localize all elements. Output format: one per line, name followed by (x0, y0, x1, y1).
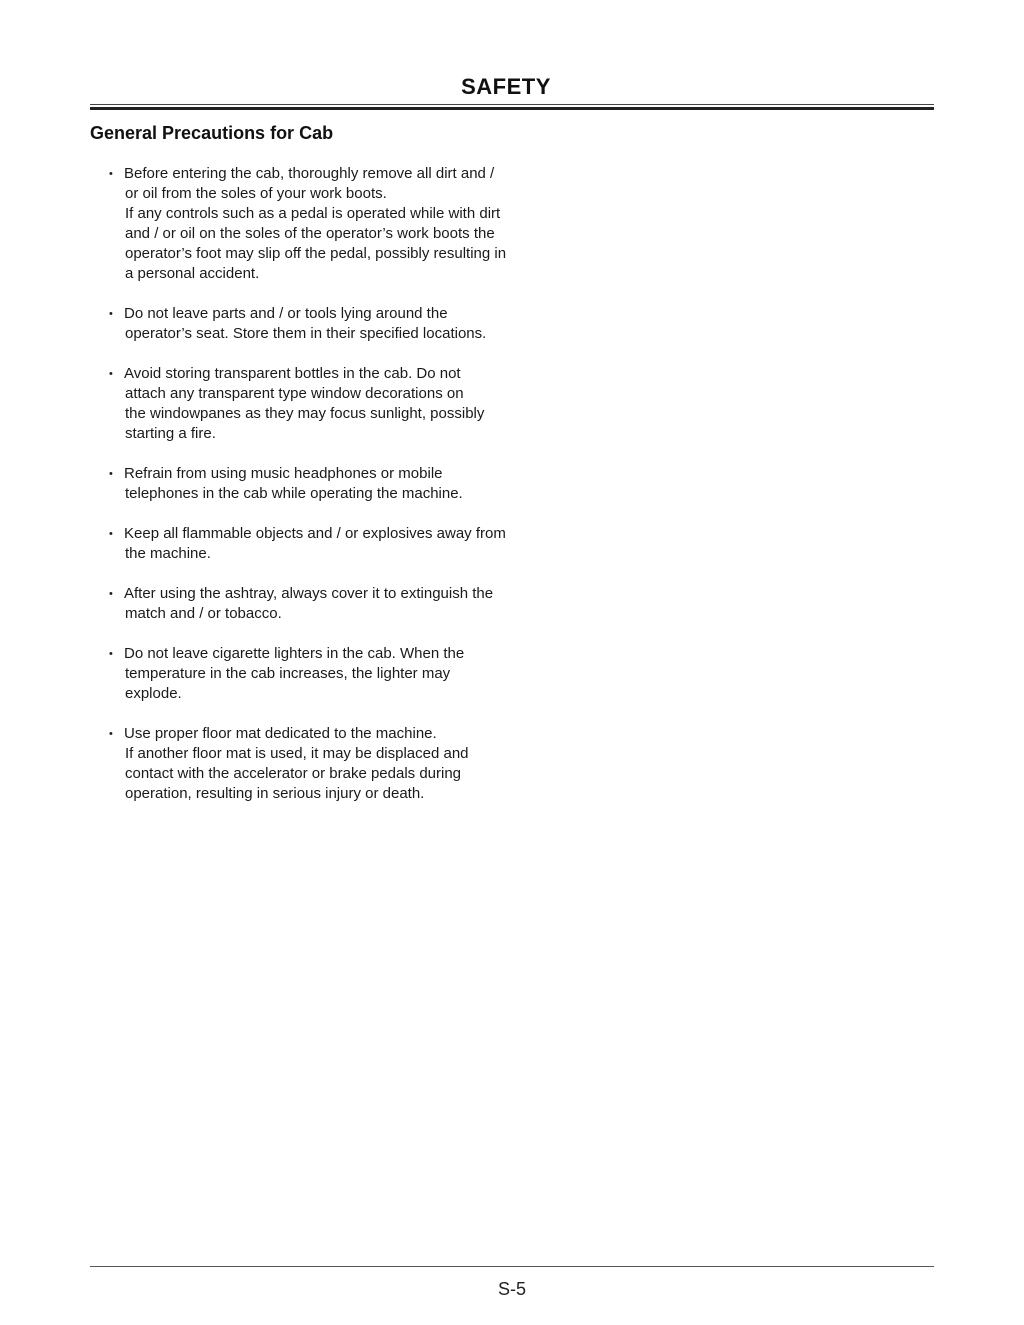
list-item (108, 584, 548, 624)
list-item-line: contact with the accelerator or brake pedals during (125, 765, 462, 782)
page-number: S-5 (497, 1279, 526, 1299)
list-item-line: the machine. (125, 545, 211, 562)
footer-divider (90, 1266, 934, 1267)
page-header-title: SAFETY (461, 74, 551, 99)
list-item-line: If another floor mat is used, it may be displaced and (125, 745, 469, 762)
list-item-line: Refrain from using music headphones or mobile (124, 465, 443, 482)
list-item-line: explode. (125, 685, 182, 702)
list-item-line: the windowpanes as they may focus sunlight, possibly (125, 405, 485, 422)
list-item-line: If any controls such as a pedal is operated while with dirt (125, 205, 501, 222)
list-item-line: match and / or tobacco. (125, 605, 282, 622)
bullet-icon: • (109, 468, 113, 480)
bullet-icon: • (109, 308, 113, 320)
list-item (108, 524, 548, 564)
list-item-line: Do not leave cigarette lighters in the cab. When the (124, 645, 465, 662)
bullet-icon: • (109, 588, 113, 600)
list-item-line: a personal accident. (125, 265, 260, 282)
bullet-icon: • (109, 648, 113, 660)
bullet-icon: • (109, 168, 113, 180)
list-item (108, 304, 548, 344)
list-item-line: Before entering the cab, thoroughly remove all dirt and / (124, 165, 495, 182)
list-item (108, 724, 548, 804)
header-divider (90, 104, 934, 110)
list-item-line: Keep all flammable objects and / or explosives away from (124, 525, 506, 542)
bullet-icon: • (109, 368, 113, 380)
list-item-line: operator’s foot may slip off the pedal, possibly resulting in (125, 245, 507, 262)
list-item-line: operation, resulting in serious injury or death. (125, 785, 425, 802)
list-item-line: and / or oil on the soles of the operator’s work boots the (125, 225, 495, 242)
list-item-line: starting a fire. (125, 425, 216, 442)
list-item-line: attach any transparent type window decorations on (125, 385, 464, 402)
list-item-line: or oil from the soles of your work boots. (125, 185, 387, 202)
list-item (108, 644, 548, 704)
section-title: General Precautions for Cab (90, 123, 334, 143)
list-item (108, 364, 548, 444)
list-item-line: temperature in the cab increases, the lighter may (125, 665, 451, 682)
list-item-line: After using the ashtray, always cover it to extinguish the (124, 585, 494, 602)
precautions-list (108, 164, 548, 824)
list-item-line: telephones in the cab while operating the machine. (125, 485, 463, 502)
list-item (108, 464, 548, 504)
list-item-line: Do not leave parts and / or tools lying around the (124, 305, 448, 322)
list-item-line: operator’s seat. Store them in their specified locations. (125, 325, 487, 342)
bullet-icon: • (109, 528, 113, 540)
list-item-line: Use proper floor mat dedicated to the machine. (124, 725, 437, 742)
list-item-line: Avoid storing transparent bottles in the cab. Do not (124, 365, 461, 382)
bullet-icon: • (109, 728, 113, 740)
list-item (108, 164, 548, 284)
